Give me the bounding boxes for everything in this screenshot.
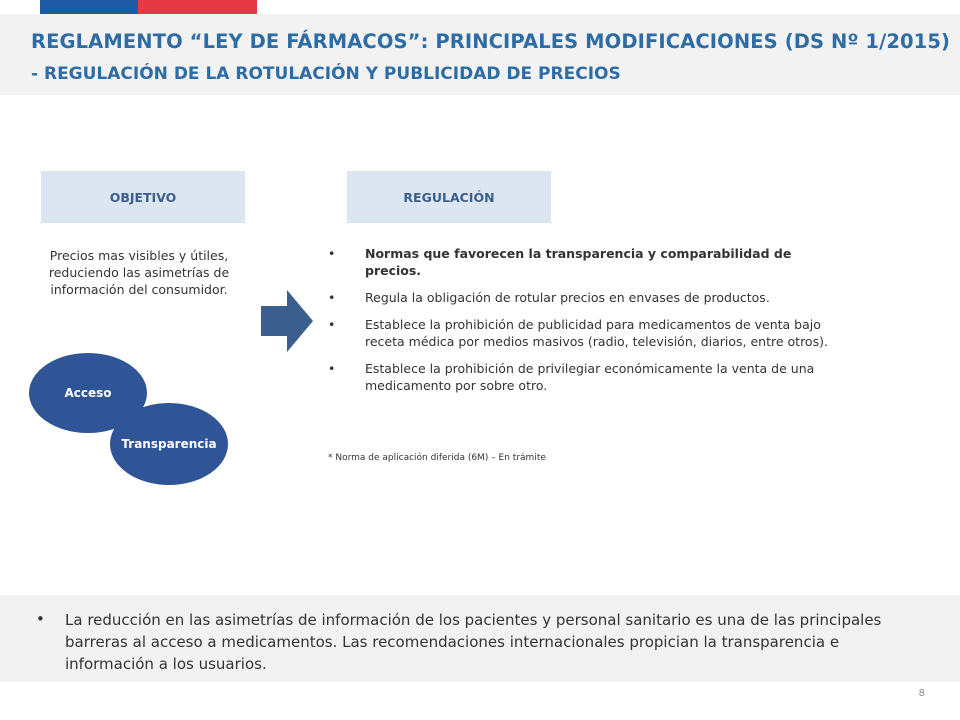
regulation-list [328,245,828,404]
footnote: * Norma de aplicación diferida (6M) – En trámite [328,453,546,463]
list-item [328,245,828,279]
page-number: 8 [918,688,925,699]
objective-text: Precios mas visibles y útiles, reduciendo las asimetrías de información del consumidor. [48,248,230,297]
page-title: REGLAMENTO “LEY DE FÁRMACOS”: PRINCIPALES MODIFICACIONES (DS Nº 1/2015) [31,30,951,53]
bottom-note: La reducción en las asimetrías de información de los pacientes y personal sanitario es una de las principales barreras al acceso a medicamentos. Las recomendaciones internacionales propician la transparencia e información a los usuarios. [65,611,882,673]
list-item [328,360,828,394]
page-subtitle: - REGULACIÓN DE LA ROTULACIÓN Y PUBLICIDAD DE PRECIOS [31,64,621,84]
bullet-glyph: • [328,361,336,376]
transparencia-circle [110,403,228,485]
bullet-glyph: • [328,246,336,261]
acceso-label: Acceso [64,386,112,400]
flag-blue-stripe [40,0,138,14]
bullet-text: Establece la prohibición de publicidad para medicamentos de venta bajo receta médica por medios masivos (radio, televisión, diarios, entre otros). [365,317,828,349]
flag-red-stripe [138,0,257,14]
regulacion-label: REGULACIÓN [347,171,551,223]
bullet-glyph: • [328,290,336,305]
list-item [328,289,828,306]
list-item [328,316,828,350]
bullet-text: Regula la obligación de rotular precios en envases de productos. [365,290,770,305]
transparencia-label: Transparencia [121,437,217,451]
objetivo-label: OBJETIVO [41,171,245,223]
bullet-text: Normas que favorecen la transparencia y comparabilidad de precios. [365,246,792,278]
right-arrow-icon [261,290,321,352]
bullet-text: Establece la prohibición de privilegiar económicamente la venta de una medicamento por sobre otro. [365,361,815,393]
bullet-glyph: • [328,317,336,332]
bottom-bullet-glyph: • [36,610,45,628]
flag-bar [40,0,257,14]
